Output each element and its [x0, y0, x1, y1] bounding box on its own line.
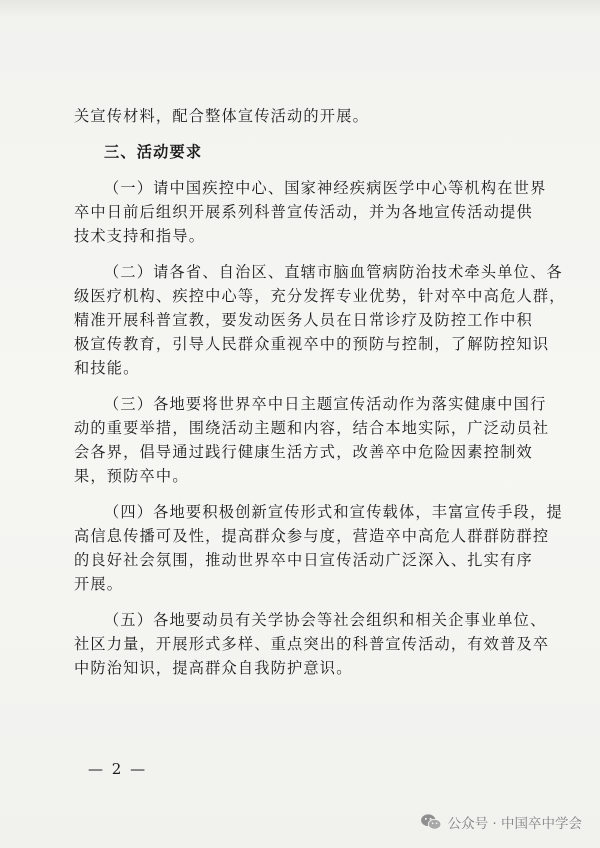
text-line: 精准开展科普宣教，要发动医务人员在日常诊疗及防控工作中积 — [74, 311, 533, 329]
paragraph — [74, 392, 550, 488]
paragraph — [74, 176, 547, 248]
text-line: 社区力量，开展形式多样、重点突出的科普宣传活动，有效普及卒 — [74, 635, 550, 653]
text-line: 级医疗机构、疾控中心等，充分发挥专业优势，针对卒中高危人群， — [74, 287, 566, 305]
paragraph — [74, 608, 550, 680]
text-line: 极宣传教育，引导人民群众重视卒中的预防与控制，了解防控知识 — [74, 335, 550, 353]
text-line: 动的重要举措，围绕活动主题和内容，结合本地实际，广泛动员社 — [74, 419, 550, 437]
text-line: （五）各地要动员有关学协会等社会组织和相关企事业单位、 — [104, 611, 547, 629]
text-line: （二）请各省、自治区、直辖市脑血管病防治技术牵头单位、各 — [104, 263, 563, 281]
text-line: 的良好社会氛围，推动世界卒中日宣传活动广泛深入、扎实有序 — [74, 551, 533, 569]
page-edge-shadow — [0, 0, 600, 18]
text-line: 和技能。 — [74, 359, 140, 377]
text-line: 三、活动要求 — [104, 143, 203, 161]
text-line: 果，预防卒中。 — [74, 467, 189, 485]
page-number: — 2 — — [88, 760, 148, 778]
text-line: （三）各地要将世界卒中日主题宣传活动作为落实健康中国行 — [104, 395, 547, 413]
document-body — [74, 104, 566, 692]
continuation-paragraph — [74, 104, 524, 128]
paragraph — [74, 500, 563, 596]
text-line: 中防治知识，提高群众自我防护意识。 — [74, 659, 353, 677]
section-heading — [74, 140, 524, 164]
text-line: 开展。 — [74, 575, 124, 593]
text-line: 技术支持和指导。 — [74, 227, 206, 245]
text-line: 会各界，倡导通过践行健康生活方式，改善卒中危险因素控制效 — [74, 443, 533, 461]
text-line: （四）各地要积极创新宣传形式和宣传载体，丰富宣传手段，提 — [104, 503, 563, 521]
text-line: （一）请中国疾控中心、国家神经疾病医学中心等机构在世界 — [104, 179, 547, 197]
watermark — [420, 812, 582, 832]
text-line: 高信息传播可及性，提高群众参与度，营造卒中高危人群群防群控 — [74, 527, 550, 545]
wechat-icon — [420, 813, 442, 831]
text-line: 关宣传材料，配合整体宣传活动的开展。 — [74, 107, 369, 125]
text-line: 卒中日前后组织开展系列科普宣传活动，并为各地宣传活动提供 — [74, 203, 533, 221]
paragraph — [74, 260, 566, 380]
watermark-text: 公众号 · 中国卒中学会 — [447, 816, 582, 832]
